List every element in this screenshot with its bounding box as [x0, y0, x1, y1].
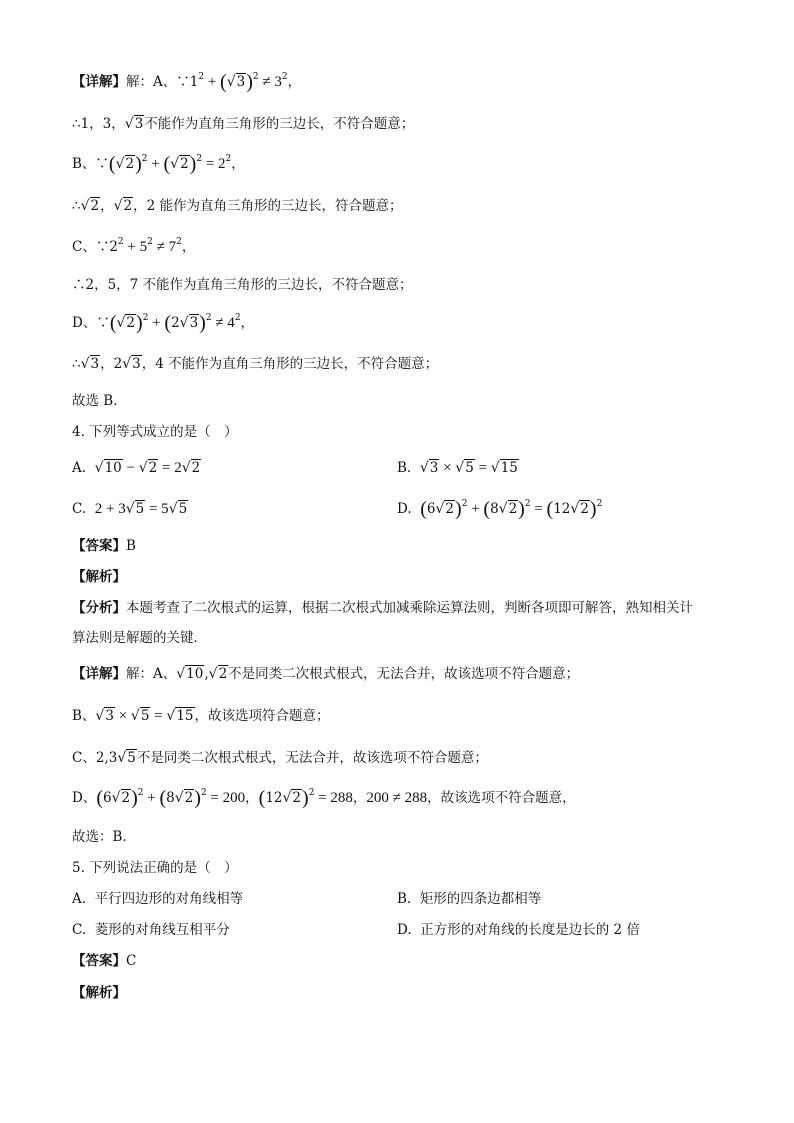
detail-4-d: D、$(6√2)^2 + (8√2)^2 = 200$，$(12√2)^2 = 288$，200 ≠ 288，故该选项不符合题意， [72, 787, 576, 809]
q4-option-a: A. √10 − √2 = 2√2 [72, 460, 201, 476]
sqrt: √3 [179, 315, 199, 331]
sqrt: √3 [419, 460, 439, 476]
sqrt: √5 [168, 501, 188, 517]
sqrt: √3 [124, 116, 144, 132]
detail-4-b: B、√3 × √5 = √15，故该选项符合题意； [72, 708, 330, 724]
analysis-4-line2: 算法则是解题的关键． [72, 630, 207, 646]
answer-4: 【答案】B [72, 538, 136, 554]
q4-option-b: B. √3 × √5 = √15 [397, 460, 518, 476]
q5-option-d: D. 正方形的对角线的长度是边长的 2 倍 [397, 922, 640, 938]
sqrt: √2 [115, 156, 135, 172]
conclusion-c: ∴2，5，7 不能作为直角三角形的三边长，不符合题意； [72, 277, 413, 293]
sqrt: √2 [174, 790, 194, 806]
detail-4-a: 【详解】解：A、√10,√2不是同类二次根式根式，无法合并，故该选项不符合题意； [72, 666, 580, 682]
sqrt: √2 [435, 501, 455, 517]
detail-line-d: D、$\because(√2)^2 + (2√3)^2 \ne 4^2$， [72, 312, 255, 334]
conclusion-a: ∴1，3，√3不能作为直角三角形的三边长，不符合题意； [72, 116, 415, 132]
detail-line-c: C、$\because 2^2 + 5^2 \ne 7^2$， [72, 237, 196, 255]
sqrt: √2 [113, 198, 133, 214]
sqrt: √5 [455, 460, 474, 476]
analysis-4-tag: 【解析】 [72, 569, 126, 585]
sqrt: √2 [111, 790, 131, 806]
sqrt: √2 [181, 460, 201, 476]
final-choice: 故选 B． [72, 393, 127, 409]
final-choice-4: 故选：B． [72, 829, 136, 845]
sqrt: √5 [125, 501, 145, 517]
detail-4-c: C、2,3√5不是同类二次根式根式，无法合并，故该选项不符合题意； [72, 750, 488, 766]
sqrt: √5 [130, 708, 150, 724]
analysis-5-tag: 【解析】 [72, 985, 126, 1001]
sqrt: √10 [94, 460, 122, 476]
sqrt: √15 [490, 460, 518, 476]
q4-option-d: D. $(6√2)^2 + (8√2)^2 = (12√2)^2$ [397, 498, 603, 520]
conclusion-d: ∴√3，2√3，4 不能作为直角三角形的三边长，不符合题意； [72, 356, 439, 372]
sqrt: √2 [116, 315, 136, 331]
question-5-title: 5. 下列说法正确的是（ ） [72, 860, 238, 876]
sqrt: √3 [80, 356, 100, 372]
detail-line-a: 【详解】解：A、$\because 1^2 + (√3)^2 \ne 3^2$， [72, 71, 302, 93]
answer-5: 【答案】C [72, 953, 137, 969]
sqrt: √2 [570, 501, 589, 517]
sqrt: √2 [208, 666, 228, 682]
sqrt: √3 [95, 708, 114, 724]
sqrt: √2 [80, 198, 100, 214]
sqrt: √2 [138, 460, 158, 476]
detail-tag: 【详解】 [72, 74, 126, 90]
sqrt: √2 [170, 156, 189, 172]
q5-option-b: B. 矩形的四条边都相等 [397, 891, 542, 907]
sqrt: √2 [282, 790, 302, 806]
sqrt: √2 [498, 501, 518, 517]
detail-line-b: B、$\because(√2)^2 + (√2)^2 = 2^2$， [72, 153, 245, 175]
q4-option-c: C. 2 + 3√5 = 5√5 [72, 501, 188, 517]
q5-option-c: C. 菱形的对角线互相平分 [72, 922, 230, 938]
analysis-4-line1: 【分析】本题考查了二次根式的运算，根据二次根式加减乘除运算法则，判断各项即可解答，熟知相关计 [72, 600, 693, 616]
question-4-title: 4. 下列等式成立的是（ ） [72, 424, 238, 440]
sqrt: √15 [166, 708, 194, 724]
sqrt: √5 [117, 750, 136, 766]
sqrt: √3 [226, 74, 246, 90]
sqrt: √3 [122, 356, 141, 372]
conclusion-b: ∴√2，√2，2 能作为直角三角形的三边长，符合题意； [72, 198, 403, 214]
q5-option-a: A. 平行四边形的对角线相等 [72, 891, 244, 907]
sqrt: √10 [176, 666, 204, 682]
